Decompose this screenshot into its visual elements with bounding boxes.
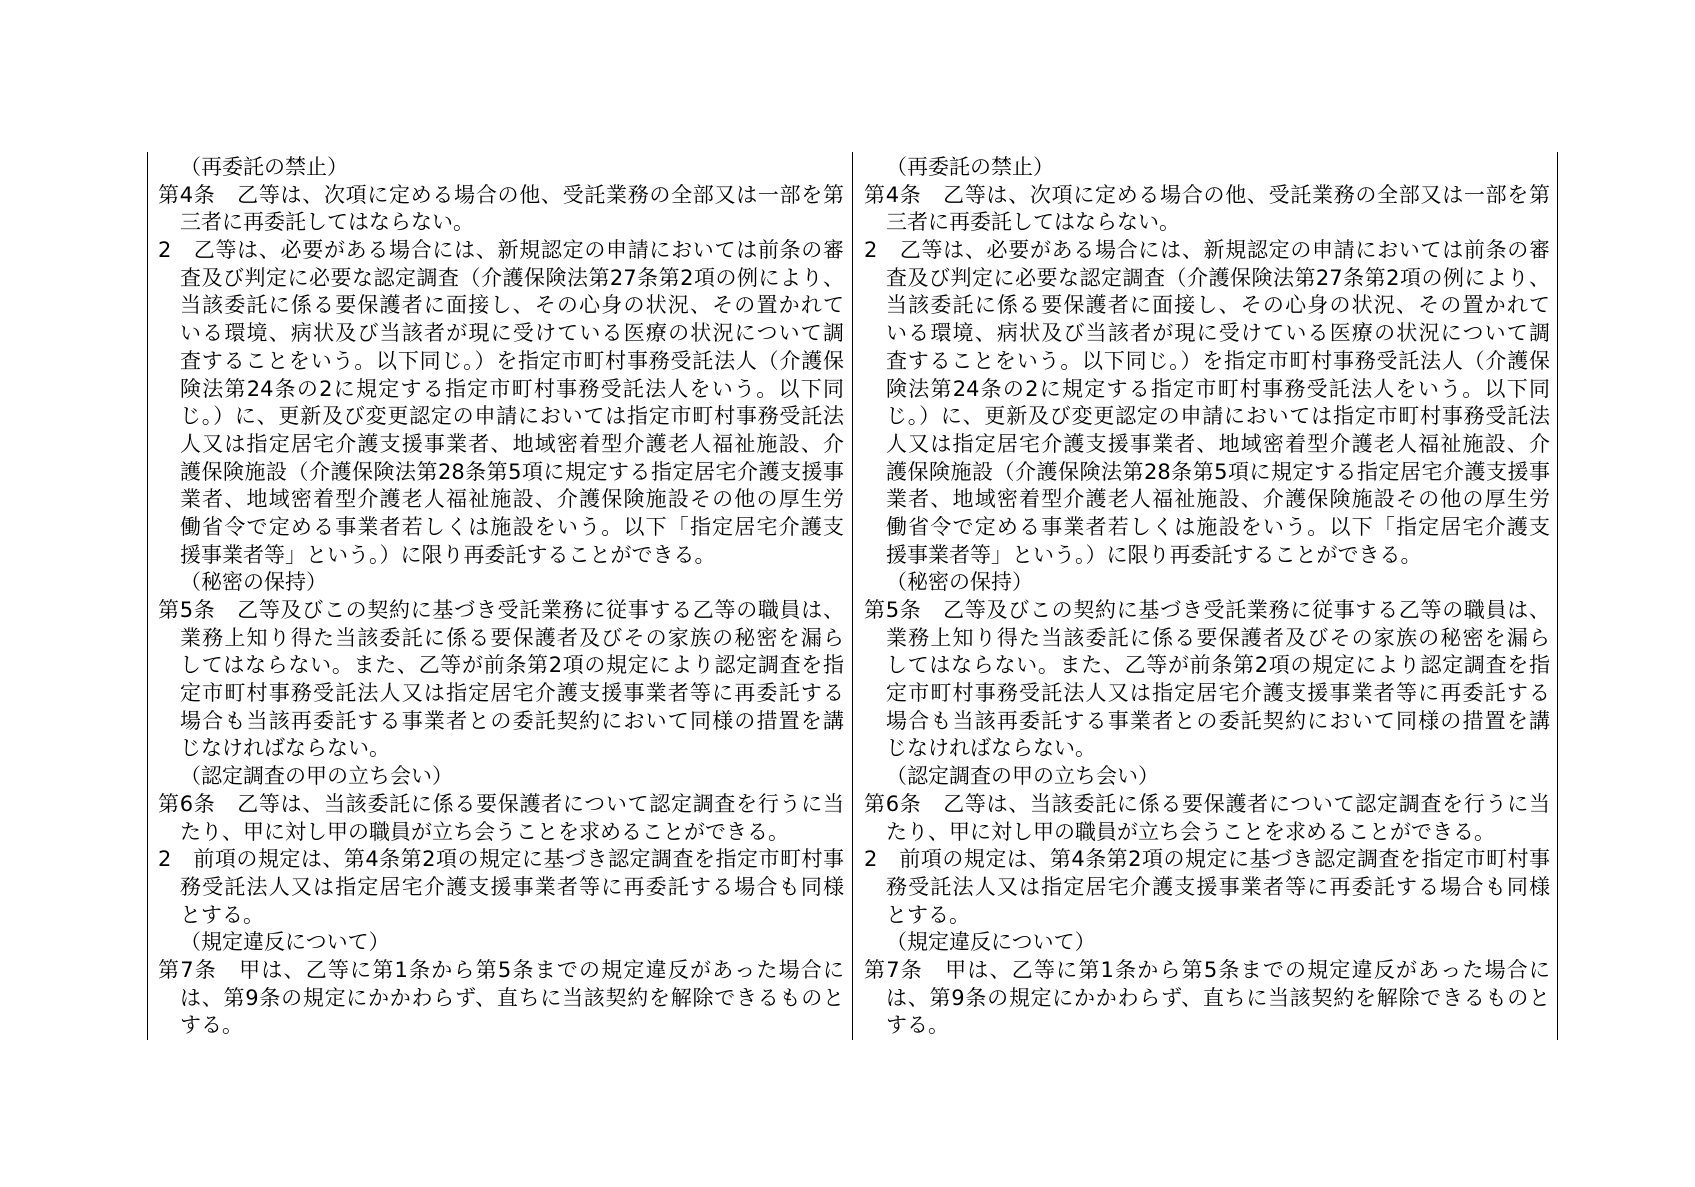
article-paragraph-line: 業者、地域密着型介護老人福祉施設、介護保険施設その他の厚生労 — [886, 487, 1550, 512]
document-column-left — [158, 154, 844, 1040]
article-paragraph-line: する。 — [180, 1013, 243, 1038]
center-divider-line — [852, 152, 853, 1040]
article-paragraph-line: してはならない。また、乙等が前条第2項の規定により認定調査を指 — [180, 653, 844, 678]
article-paragraph-line: してはならない。また、乙等が前条第2項の規定により認定調査を指 — [886, 653, 1550, 678]
article-paragraph-line: 当該委託に係る要保護者に面接し、その心身の状況、その置かれて — [886, 293, 1550, 318]
article-paragraph-line: とする。 — [886, 902, 970, 927]
article-paragraph-line: 人又は指定居宅介護支援事業者、地域密着型介護老人福祉施設、介 — [886, 431, 1550, 456]
article-paragraph-line: とする。 — [180, 902, 264, 927]
article-paragraph-line: 人又は指定居宅介護支援事業者、地域密着型介護老人福祉施設、介 — [180, 431, 844, 456]
article-paragraph-line: 三者に再委託してはならない。 — [886, 210, 1180, 235]
article-heading: （再委託の禁止） — [886, 155, 1054, 179]
article-paragraph-line: 当該委託に係る要保護者に面接し、その心身の状況、その置かれて — [180, 293, 844, 318]
article-paragraph-line: 定市町村事務受託法人又は指定居宅介護支援事業者等に再委託する — [886, 681, 1550, 706]
article-paragraph-line: 場合も当該再委託する事業者との委託契約において同様の措置を講 — [886, 708, 1550, 733]
article-paragraph-line: 査することをいう。以下同じ。）を指定市町村事務受託法人（介護保 — [180, 348, 844, 373]
article-paragraph-start: 2 乙等は、必要がある場合には、新規認定の申請においては前条の審 — [158, 238, 844, 263]
article-paragraph-start: 第4条 乙等は、次項に定める場合の他、受託業務の全部又は一部を第 — [158, 182, 844, 207]
article-paragraph-line: じ。）に、更新及び変更認定の申請においては指定市町村事務受託法 — [180, 404, 844, 429]
article-paragraph-line: 険法第24条の2に規定する指定市町村事務受託法人をいう。以下同 — [886, 376, 1550, 401]
article-paragraph-start: 第6条 乙等は、当該委託に係る要保護者について認定調査を行うに当 — [158, 791, 844, 816]
article-paragraph-line: 業者、地域密着型介護老人福祉施設、介護保険施設その他の厚生労 — [180, 487, 844, 512]
article-paragraph-line: たり、甲に対し甲の職員が立ち会うことを求めることができる。 — [180, 819, 789, 844]
article-heading: （規定違反について） — [886, 930, 1096, 955]
article-paragraph-line: いる環境、病状及び当該者が現に受けている医療の状況について調 — [886, 321, 1550, 346]
article-paragraph-line: じ。）に、更新及び変更認定の申請においては指定市町村事務受託法 — [886, 404, 1550, 429]
article-paragraph-line: 険法第24条の2に規定する指定市町村事務受託法人をいう。以下同 — [180, 376, 844, 401]
article-paragraph-start: 第5条 乙等及びこの契約に基づき受託業務に従事する乙等の職員は、 — [864, 598, 1550, 622]
article-paragraph-line: 場合も当該再委託する事業者との委託契約において同様の措置を講 — [180, 708, 844, 733]
right-border-line — [1557, 152, 1558, 1040]
article-paragraph-start: 第7条 甲は、乙等に第1条から第5条までの規定違反があった場合に — [158, 957, 844, 982]
article-heading: （秘密の保持） — [180, 570, 327, 595]
article-paragraph-line: 査することをいう。以下同じ。）を指定市町村事務受託法人（介護保 — [886, 348, 1550, 373]
article-paragraph-start: 2 前項の規定は、第4条第2項の規定に基づき認定調査を指定市町村事 — [864, 847, 1550, 872]
article-paragraph-line: いる環境、病状及び当該者が現に受けている医療の状況について調 — [180, 321, 844, 346]
article-paragraph-line: たり、甲に対し甲の職員が立ち会うことを求めることができる。 — [886, 819, 1495, 844]
article-paragraph-line: 三者に再委託してはならない。 — [180, 210, 474, 235]
article-paragraph-line: 護保険施設（介護保険法第28条第5項に規定する指定居宅介護支援事 — [180, 459, 844, 484]
article-paragraph-line: は、第9条の規定にかかわらず、直ちに当該契約を解除できるものと — [886, 985, 1550, 1010]
article-paragraph-start: 第4条 乙等は、次項に定める場合の他、受託業務の全部又は一部を第 — [864, 182, 1550, 207]
article-paragraph-start: 第6条 乙等は、当該委託に係る要保護者について認定調査を行うに当 — [864, 791, 1550, 816]
article-paragraph-line: 業務上知り得た当該委託に係る要保護者及びその家族の秘密を漏ら — [180, 625, 844, 650]
article-heading: （規定違反について） — [180, 930, 390, 955]
article-heading: （認定調査の甲の立ち会い） — [180, 764, 453, 789]
article-paragraph-start: 第5条 乙等及びこの契約に基づき受託業務に従事する乙等の職員は、 — [158, 598, 844, 622]
article-paragraph-line: 査及び判定に必要な認定調査（介護保険法第27条第2項の例により、 — [180, 265, 844, 290]
article-heading: （再委託の禁止） — [180, 155, 348, 179]
article-paragraph-line: 務受託法人又は指定居宅介護支援事業者等に再委託する場合も同様 — [886, 874, 1550, 899]
article-paragraph-line: 査及び判定に必要な認定調査（介護保険法第27条第2項の例により、 — [886, 265, 1550, 290]
article-paragraph-line: 働省令で定める事業者若しくは施設をいう。以下「指定居宅介護支 — [180, 514, 844, 539]
article-paragraph-line: じなければならない。 — [180, 736, 390, 761]
article-paragraph-line: 業務上知り得た当該委託に係る要保護者及びその家族の秘密を漏ら — [886, 625, 1550, 650]
article-paragraph-start: 2 前項の規定は、第4条第2項の規定に基づき認定調査を指定市町村事 — [158, 847, 844, 872]
article-paragraph-line: する。 — [886, 1013, 949, 1038]
article-paragraph-line: 定市町村事務受託法人又は指定居宅介護支援事業者等に再委託する — [180, 681, 844, 706]
article-paragraph-line: じなければならない。 — [886, 736, 1096, 761]
article-paragraph-line: は、第9条の規定にかかわらず、直ちに当該契約を解除できるものと — [180, 985, 844, 1010]
article-heading: （秘密の保持） — [886, 570, 1033, 595]
article-paragraph-line: 護保険施設（介護保険法第28条第5項に規定する指定居宅介護支援事 — [886, 459, 1550, 484]
article-paragraph-line: 働省令で定める事業者若しくは施設をいう。以下「指定居宅介護支 — [886, 514, 1550, 539]
article-paragraph-start: 第7条 甲は、乙等に第1条から第5条までの規定違反があった場合に — [864, 957, 1550, 982]
left-border-line — [147, 152, 148, 1040]
article-paragraph-line: 援事業者等」という。）に限り再委託することができる。 — [886, 542, 1422, 567]
article-paragraph-line: 務受託法人又は指定居宅介護支援事業者等に再委託する場合も同様 — [180, 874, 844, 899]
article-paragraph-start: 2 乙等は、必要がある場合には、新規認定の申請においては前条の審 — [864, 238, 1550, 263]
document-column-right — [864, 154, 1550, 1040]
article-paragraph-line: 援事業者等」という。）に限り再委託することができる。 — [180, 542, 716, 567]
article-heading: （認定調査の甲の立ち会い） — [886, 764, 1159, 789]
